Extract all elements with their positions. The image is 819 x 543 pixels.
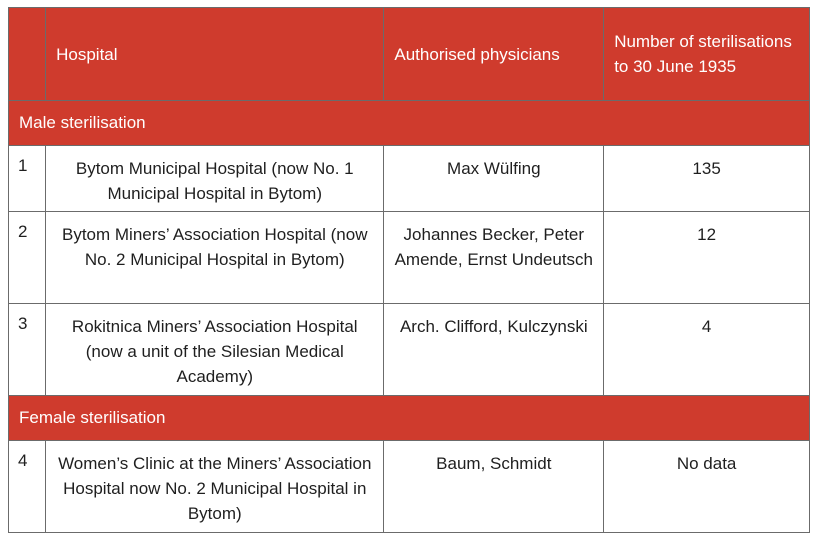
hospital-cell: Rokitnica Miners’ Association Hospital (now a unit of the Silesian Medical Academy) (46, 304, 384, 396)
physicians-cell: Max Wülfing (384, 146, 604, 212)
header-hospital: Hospital (46, 8, 384, 101)
count-cell: 4 (604, 304, 810, 396)
section-title: Female sterilisation (9, 396, 810, 441)
section-row-male (9, 101, 810, 146)
physicians-cell: Johannes Becker, Peter Amende, Ernst Undeutsch (384, 212, 604, 304)
section-title: Male sterilisation (9, 101, 810, 146)
row-number: 4 (9, 441, 46, 533)
header-count: Number of sterilisations to 30 June 1935 (604, 8, 810, 101)
header-physicians: Authorised physicians (384, 8, 604, 101)
header-row (9, 8, 810, 101)
section-row-female (9, 396, 810, 441)
physicians-cell: Arch. Clifford, Kulczynski (384, 304, 604, 396)
physicians-cell: Baum, Schmidt (384, 441, 604, 533)
table-row (9, 304, 810, 396)
row-number: 3 (9, 304, 46, 396)
row-number: 1 (9, 146, 46, 212)
count-cell: 12 (604, 212, 810, 304)
hospital-cell: Bytom Miners’ Association Hospital (now No. 2 Municipal Hospital in Bytom) (46, 212, 384, 304)
table-row (9, 212, 810, 304)
table-row (9, 146, 810, 212)
count-cell: No data (604, 441, 810, 533)
count-cell: 135 (604, 146, 810, 212)
hospital-cell: Bytom Municipal Hospital (now No. 1 Municipal Hospital in Bytom) (46, 146, 384, 212)
sterilisation-table (8, 7, 810, 533)
header-index (9, 8, 46, 101)
hospital-cell: Women’s Clinic at the Miners’ Association Hospital now No. 2 Municipal Hospital in Bytom) (46, 441, 384, 533)
row-number: 2 (9, 212, 46, 304)
table-row (9, 441, 810, 533)
